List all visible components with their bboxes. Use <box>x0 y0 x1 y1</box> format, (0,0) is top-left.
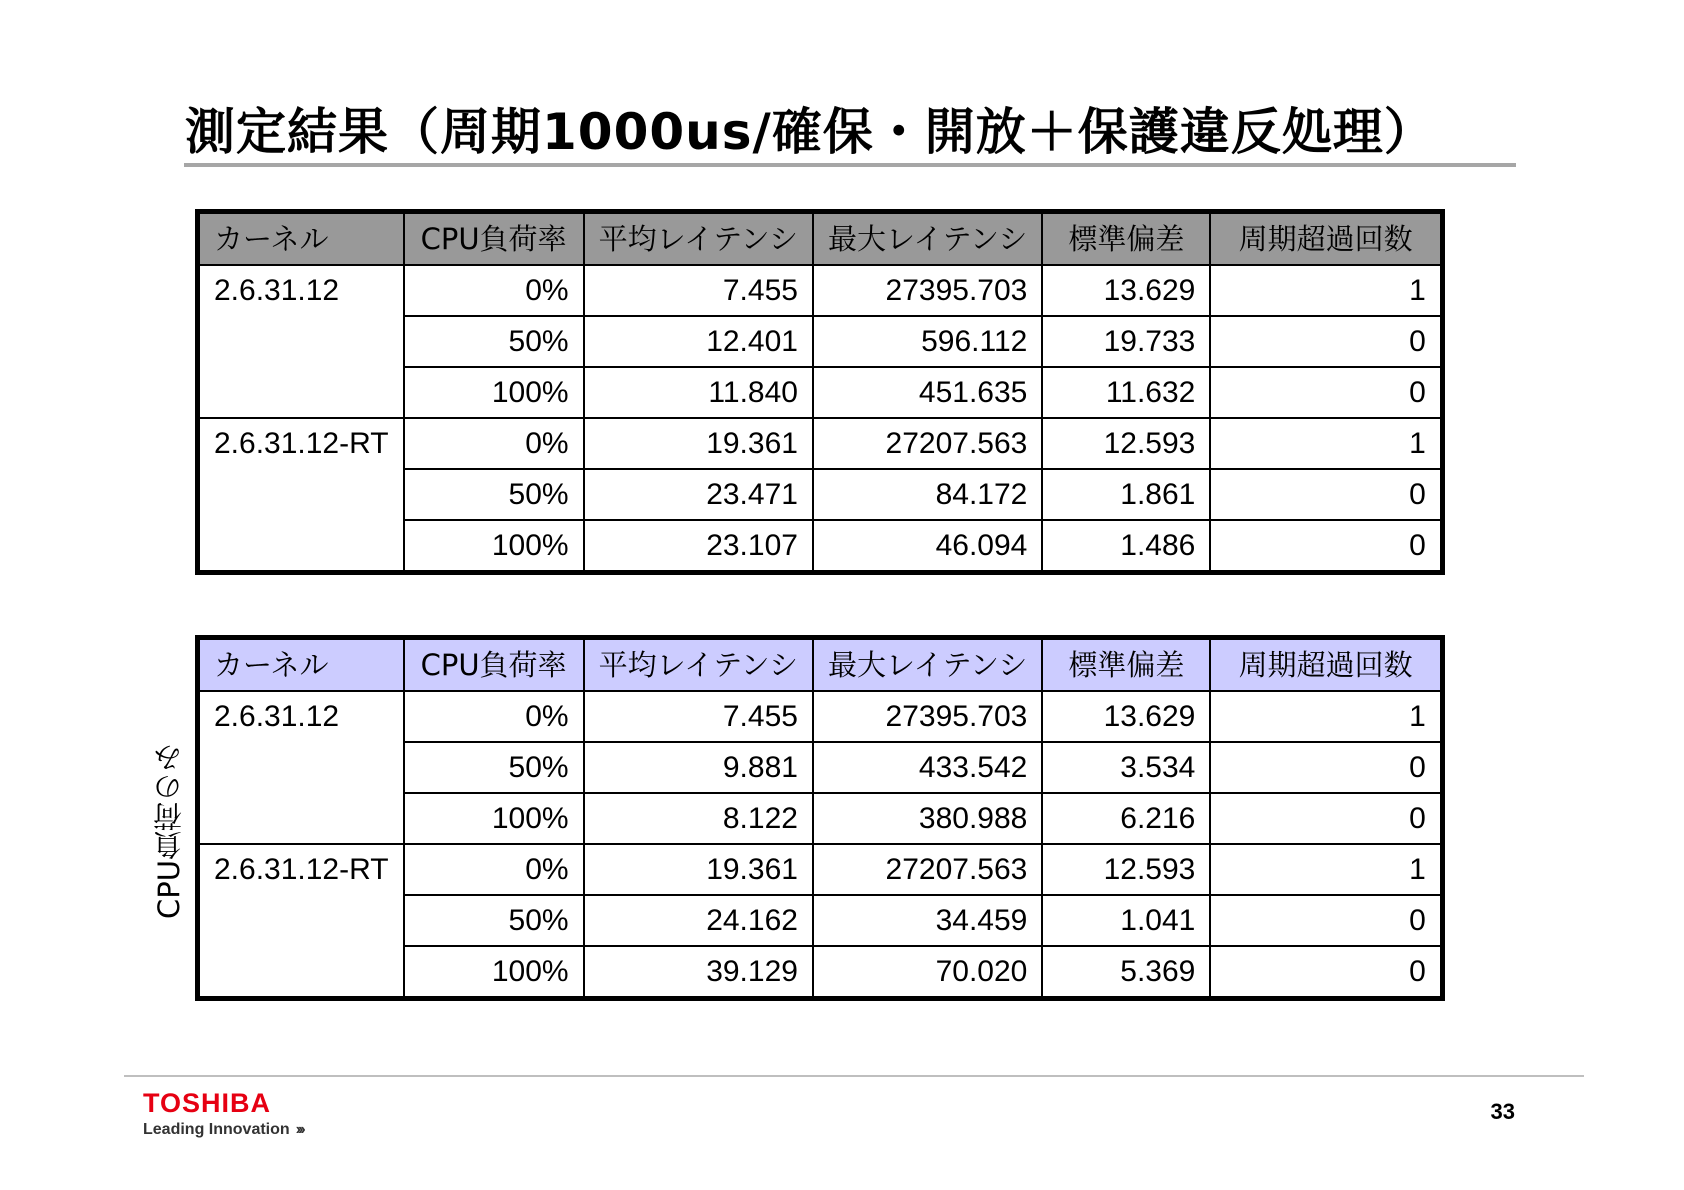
max-latency-cell: 34.459 <box>813 895 1042 946</box>
std-dev-cell: 5.369 <box>1042 946 1210 999</box>
avg-latency-cell: 11.840 <box>584 367 813 418</box>
std-dev-cell: 13.629 <box>1042 691 1210 742</box>
cpu-load-cell: 0% <box>404 418 584 469</box>
column-header: カーネル <box>198 638 404 692</box>
cpu-load-cell: 0% <box>404 691 584 742</box>
max-latency-cell: 27207.563 <box>813 844 1042 895</box>
tagline-text: Leading Innovation <box>143 1121 290 1138</box>
max-latency-cell: 27395.703 <box>813 691 1042 742</box>
overrun-count-cell: 0 <box>1210 469 1442 520</box>
overrun-count-cell: 0 <box>1210 742 1442 793</box>
side-label-cpu-load-only: CPU負荷のみ <box>152 744 186 920</box>
column-header: 周期超過回数 <box>1210 638 1442 692</box>
avg-latency-cell: 7.455 <box>584 265 813 316</box>
column-header: カーネル <box>198 212 404 266</box>
cpu-load-cell: 100% <box>404 367 584 418</box>
max-latency-cell: 46.094 <box>813 520 1042 573</box>
overrun-count-cell: 1 <box>1210 691 1442 742</box>
avg-latency-cell: 7.455 <box>584 691 813 742</box>
avg-latency-cell: 19.361 <box>584 418 813 469</box>
chevron-right-icon: ››› <box>295 1121 303 1138</box>
table-row <box>198 418 1443 469</box>
cpu-load-cell: 50% <box>404 316 584 367</box>
kernel-cell: 2.6.31.12 <box>198 691 404 844</box>
toshiba-logo: TOSHIBA <box>143 1088 272 1118</box>
column-header: 標準偏差 <box>1042 212 1210 266</box>
std-dev-cell: 3.534 <box>1042 742 1210 793</box>
max-latency-cell: 451.635 <box>813 367 1042 418</box>
avg-latency-cell: 39.129 <box>584 946 813 999</box>
kernel-cell: 2.6.31.12-RT <box>198 418 404 573</box>
overrun-count-cell: 0 <box>1210 895 1442 946</box>
overrun-count-cell: 0 <box>1210 367 1442 418</box>
overrun-count-cell: 0 <box>1210 793 1442 844</box>
max-latency-cell: 433.542 <box>813 742 1042 793</box>
max-latency-cell: 70.020 <box>813 946 1042 999</box>
title-underline <box>184 163 1516 167</box>
table-header-row <box>198 638 1443 692</box>
results-table-cpu-load-only <box>195 635 1445 1001</box>
avg-latency-cell: 9.881 <box>584 742 813 793</box>
avg-latency-cell: 12.401 <box>584 316 813 367</box>
avg-latency-cell: 19.361 <box>584 844 813 895</box>
column-header: 最大レイテンシ <box>813 212 1042 266</box>
brand-tagline <box>143 1121 303 1139</box>
cpu-load-cell: 0% <box>404 844 584 895</box>
kernel-cell: 2.6.31.12 <box>198 265 404 418</box>
column-header: 周期超過回数 <box>1210 212 1442 266</box>
std-dev-cell: 11.632 <box>1042 367 1210 418</box>
avg-latency-cell: 24.162 <box>584 895 813 946</box>
cpu-load-cell: 50% <box>404 469 584 520</box>
table-row <box>198 265 1443 316</box>
column-header: 平均レイテンシ <box>584 212 813 266</box>
avg-latency-cell: 23.107 <box>584 520 813 573</box>
table-header-row <box>198 212 1443 266</box>
table-row <box>198 691 1443 742</box>
cpu-load-cell: 50% <box>404 742 584 793</box>
max-latency-cell: 380.988 <box>813 793 1042 844</box>
cpu-load-cell: 100% <box>404 520 584 573</box>
overrun-count-cell: 1 <box>1210 265 1442 316</box>
cpu-load-cell: 100% <box>404 793 584 844</box>
cpu-load-cell: 0% <box>404 265 584 316</box>
column-header: 平均レイテンシ <box>584 638 813 692</box>
std-dev-cell: 12.593 <box>1042 418 1210 469</box>
std-dev-cell: 19.733 <box>1042 316 1210 367</box>
kernel-cell: 2.6.31.12-RT <box>198 844 404 999</box>
avg-latency-cell: 8.122 <box>584 793 813 844</box>
std-dev-cell: 1.041 <box>1042 895 1210 946</box>
overrun-count-cell: 0 <box>1210 946 1442 999</box>
max-latency-cell: 596.112 <box>813 316 1042 367</box>
cpu-load-cell: 100% <box>404 946 584 999</box>
overrun-count-cell: 1 <box>1210 844 1442 895</box>
std-dev-cell: 1.486 <box>1042 520 1210 573</box>
column-header: CPU負荷率 <box>404 212 584 266</box>
avg-latency-cell: 23.471 <box>584 469 813 520</box>
overrun-count-cell: 0 <box>1210 520 1442 573</box>
max-latency-cell: 27395.703 <box>813 265 1042 316</box>
std-dev-cell: 13.629 <box>1042 265 1210 316</box>
std-dev-cell: 1.861 <box>1042 469 1210 520</box>
std-dev-cell: 12.593 <box>1042 844 1210 895</box>
page-number: 33 <box>1490 1099 1515 1124</box>
max-latency-cell: 27207.563 <box>813 418 1042 469</box>
slide-title: 測定結果（周期1000us/確保・開放＋保護違反処理） <box>185 103 1435 161</box>
column-header: CPU負荷率 <box>404 638 584 692</box>
overrun-count-cell: 0 <box>1210 316 1442 367</box>
column-header: 標準偏差 <box>1042 638 1210 692</box>
footer-divider <box>124 1075 1584 1077</box>
table-row <box>198 844 1443 895</box>
std-dev-cell: 6.216 <box>1042 793 1210 844</box>
column-header: 最大レイテンシ <box>813 638 1042 692</box>
cpu-load-cell: 50% <box>404 895 584 946</box>
overrun-count-cell: 1 <box>1210 418 1442 469</box>
results-table-protection-fault <box>195 209 1445 575</box>
max-latency-cell: 84.172 <box>813 469 1042 520</box>
